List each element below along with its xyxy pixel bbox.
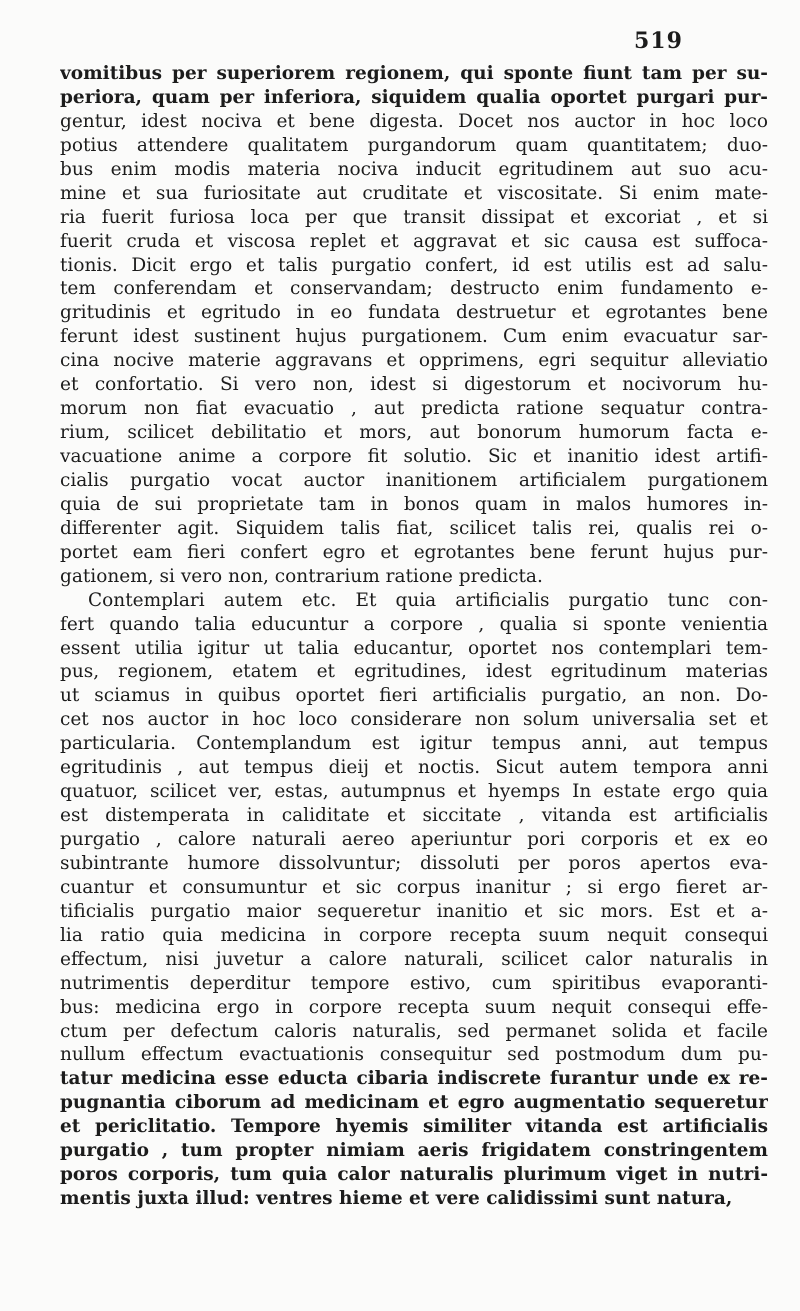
- text-line: gentur, idest nociva et bene digesta. Docet nos auctor in hoc loco: [60, 110, 768, 132]
- body-text: [60, 62, 768, 1211]
- text-line: pus, regionem, etatem et egritudines, idest egritudinum materias: [60, 661, 768, 683]
- text-line: purgatio , tum propter nimiam aeris frigidatem constringentem: [60, 1140, 768, 1162]
- text-line: bus enim modis materia nociva inducit egritudinem aut suo acu-: [60, 158, 768, 180]
- text-line: est distemperata in caliditate et siccitate , vitanda est artificialis: [60, 805, 768, 827]
- text-line: differenter agit. Siquidem talis fiat, scilicet talis rei, qualis rei o-: [60, 517, 768, 539]
- text-line: gationem, si vero non, contrarium ratione predicta.: [60, 565, 543, 587]
- text-line: fuerit cruda et viscosa replet et aggravat et sic causa est suffoca-: [60, 230, 768, 252]
- text-line: nullum effectum evactuationis consequitur sed postmodum dum pu-: [60, 1044, 768, 1066]
- text-line: particularia. Contemplandum est igitur tempus anni, aut tempus: [60, 733, 768, 755]
- text-line: cet nos auctor in hoc loco considerare non solum universalia set et: [60, 709, 768, 731]
- text-line: essent utilia igitur ut talia educantur, oportet nos contemplari tem-: [60, 637, 768, 659]
- text-line: tificialis purgatio maior sequeretur inanitio et sic mors. Est et a-: [60, 900, 768, 922]
- text-line: mentis juxta illud: ventres hieme et vere calidissimi sunt natura,: [60, 1188, 733, 1210]
- text-line: et periclitatio. Tempore hyemis similiter vitanda est artificialis: [60, 1116, 768, 1138]
- text-line: tatur medicina esse educta cibaria indiscrete furantur unde ex re-: [60, 1068, 768, 1090]
- text-line: ut sciamus in quibus oportet fieri artificialis purgatio, an non. Do-: [60, 685, 768, 707]
- text-line: cuantur et consumuntur et sic corpus inanitur ; si ergo fieret ar-: [60, 876, 768, 898]
- text-line: egritudinis , aut tempus dieij et noctis. Sicut autem tempora anni: [60, 757, 768, 779]
- text-line: subintrante humore dissolvuntur; dissoluti per poros apertos eva-: [60, 852, 768, 874]
- text-line: poros corporis, tum quia calor naturalis plurimum viget in nutri-: [60, 1164, 768, 1186]
- text-line: ria fuerit furiosa loca per que transit dissipat et excoriat , et si: [60, 206, 768, 228]
- text-line: quatuor, scilicet ver, estas, autumpnus et hyemps In estate ergo quia: [60, 781, 768, 803]
- text-line: mine et sua furiositate aut cruditate et viscositate. Si enim mate-: [60, 182, 768, 204]
- text-line: nutrimentis deperditur tempore estivo, cum spiritibus evaporanti-: [60, 972, 768, 994]
- text-line: potius attendere qualitatem purgandorum quam quantitatem; duo-: [60, 134, 768, 156]
- text-line: purgatio , calore naturali aereo aperiuntur pori corporis et ex eo: [60, 829, 768, 850]
- text-line: pugnantia ciborum ad medicinam et egro augmentatio sequeretur: [60, 1092, 768, 1114]
- text-line: quia de sui proprietate tam in bonos quam in malos humores in-: [60, 493, 768, 515]
- text-line: Contemplari autem etc. Et quia artificialis purgatio tunc con-: [88, 589, 768, 611]
- text-line: morum non fiat evacuatio , aut predicta ratione sequatur contra-: [60, 398, 768, 420]
- text-line: ctum per defectum caloris naturalis, sed permanet solida et facile: [60, 1020, 768, 1042]
- text-line: cialis purgatio vocat auctor inanitionem artificialem purgationem: [60, 469, 768, 491]
- text-line: tem conferendam et conservandam; destructo enim fundamento e-: [60, 278, 768, 300]
- text-line: gritudinis et egritudo in eo fundata destruetur et egrotantes bene: [60, 302, 768, 324]
- text-line: et confortatio. Si vero non, idest si digestorum et nocivorum hu-: [60, 374, 768, 396]
- text-line: portet eam fieri confert egro et egrotantes bene ferunt hujus pur-: [60, 541, 768, 563]
- text-line: fert quando talia educuntur a corpore , qualia si sponte venientia: [60, 613, 768, 635]
- text-line: vomitibus per superiorem regionem, qui sponte fiunt tam per su-: [60, 63, 768, 84]
- text-line: periora, quam per inferiora, siquidem qualia oportet purgari pur-: [60, 86, 768, 108]
- text-line: rium, scilicet debilitatio et mors, aut bonorum humorum facta e-: [60, 422, 768, 444]
- text-line: ferunt idest sustinent hujus purgationem. Cum enim evacuatur sar-: [60, 326, 768, 348]
- text-line: bus: medicina ergo in corpore recepta suum nequit consequi effe-: [60, 996, 768, 1018]
- text-line: lia ratio quia medicina in corpore recepta suum nequit consequi: [60, 924, 768, 946]
- text-line: tionis. Dicit ergo et talis purgatio confert, id est utilis est ad salu-: [60, 254, 768, 276]
- page-number: 519: [634, 28, 683, 54]
- text-line: cina nocive materie aggravans et opprimens, egri sequitur alleviatio: [60, 350, 768, 372]
- text-line: vacuatione anime a corpore fit solutio. Sic et inanitio idest artifi-: [60, 446, 768, 467]
- text-line: effectum, nisi juvetur a calore naturali, scilicet calor naturalis in: [60, 948, 768, 970]
